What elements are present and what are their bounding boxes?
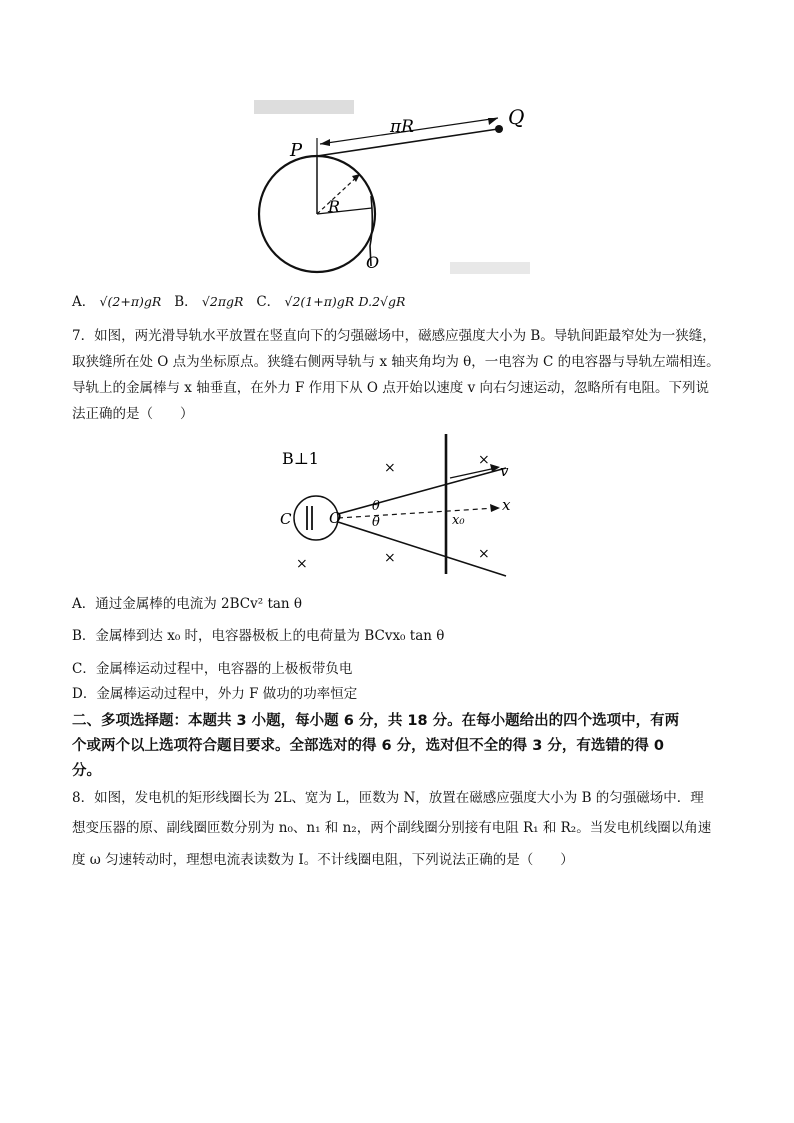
scan-smudge [254, 100, 354, 114]
q7-stem-line-2: 取狭缝所在处 O 点为坐标原点。狭缝右侧两导轨与 x 轴夹角均为 θ，一电容为 C 的电容器与导轨左端相连。 [72, 354, 720, 370]
label-theta-1: θ [372, 499, 380, 514]
q7-stem-line-3: 导轨上的金属棒与 x 轴垂直，在外力 F 作用下从 O 点开始以速度 v 向右匀速运动，忽略所有电阻。下列说 [72, 380, 710, 396]
q6-option-c-label: C． [256, 294, 281, 310]
dim-arrow-right [488, 118, 498, 125]
figure-rails-svg [274, 428, 524, 588]
q7-stem-line-4: 法正确的是（ ） [72, 406, 194, 422]
label-theta-2: θ [372, 515, 380, 530]
figure-circle-pulley [250, 96, 550, 278]
q6-option-a-math: √(2+π)gR [99, 294, 162, 309]
cross-mark: × [384, 460, 396, 476]
q6-option-b-math: √2πgR [201, 294, 244, 309]
rail-upper [338, 468, 506, 514]
dim-arrow-left [320, 139, 330, 146]
q7-option-c: C．金属棒运动过程中，电容器的上极板带负电 [72, 661, 353, 677]
q8-stem-line-3: 度 ω 匀速转动时，理想电流表读数为 I。不计线圈电阻，下列说法正确的是（ ） [72, 852, 574, 868]
point-q [495, 125, 503, 133]
figure-rails [274, 428, 524, 588]
radius-horizontal [317, 208, 372, 214]
label-o: O [366, 253, 380, 272]
label-v: v [500, 462, 509, 480]
x-axis-dashed [338, 508, 496, 518]
cross-mark: × [478, 452, 490, 468]
label-p: P [290, 140, 303, 161]
label-o: O [329, 509, 342, 527]
label-c: C [280, 510, 292, 528]
cross-mark: × [384, 550, 396, 566]
q7-stem-line-1: 7．如图，两光滑导轨水平放置在竖直向下的匀强磁场中，磁感应强度大小为 B。导轨间距最窄处为一狭缝， [72, 328, 716, 344]
q8-stem-line-2: 想变压器的原、副线圈匝数分别为 n₀、n₁ 和 n₂，两个副线圈分别接有电阻 R₁ 和 R₂。当发电机线圈以角速 [72, 820, 712, 836]
q6-option-b-label: B． [174, 294, 198, 310]
label-x0: x₀ [452, 513, 465, 528]
q8-stem-line-1: 8．如图，发电机的矩形线圈长为 2L、宽为 L，匝数为 N，放置在磁感应强度大小为 B 的匀强磁场中．理 [72, 790, 704, 806]
label-r: R [328, 197, 341, 216]
q6-options [72, 292, 405, 312]
q6-option-c-math: √2(1+π)gR [284, 294, 355, 309]
section2-line-3: 分。 [72, 763, 101, 779]
scan-smudge [450, 262, 530, 274]
q6-option-a-label: A． [72, 294, 96, 310]
q7-option-a: A．通过金属棒的电流为 2BCv² tan θ [72, 596, 303, 612]
label-q: Q [508, 105, 525, 129]
q7-option-d: D．金属棒运动过程中，外力 F 做功的功率恒定 [72, 686, 358, 702]
x-axis-arrow [490, 504, 500, 512]
label-x: x [502, 496, 511, 514]
label-b: B⊥1 [282, 449, 319, 468]
q7-option-b: B．金属棒到达 x₀ 时，电容器极板上的电荷量为 BCvx₀ tan θ [72, 628, 445, 644]
label-pir: πR [390, 117, 414, 137]
cross-mark: × [478, 546, 490, 562]
figure-circle-svg [250, 96, 550, 278]
q6-option-d: D.2√gR [358, 294, 406, 309]
section2-line-2: 个或两个以上选项符合题目要求。全部选对的得 6 分，选对但不全的得 3 分，有选错的得 0 [72, 738, 665, 754]
section2-line-1: 二、多项选择题：本题共 3 小题，每小题 6 分，共 18 分。在每小题给出的四个选项中，有两 [72, 713, 680, 729]
cross-mark: × [296, 556, 308, 572]
